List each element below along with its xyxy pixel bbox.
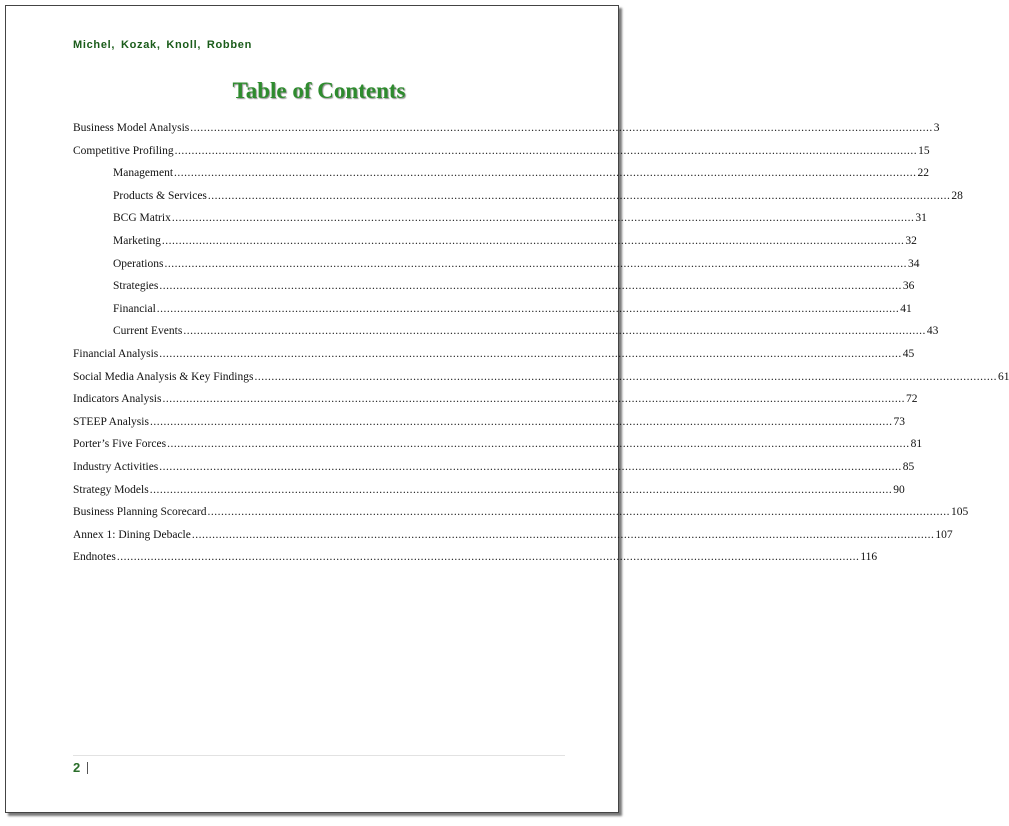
toc-dot-leader: ............................................................................................................................................................................................................................ xyxy=(164,257,907,270)
toc-entry-page: 61 xyxy=(997,370,1009,383)
toc-entry-page: 32 xyxy=(905,235,917,247)
toc-entry-label: Endnotes xyxy=(73,551,116,564)
toc-entry[interactable] xyxy=(73,393,918,409)
toc-dot-leader: ............................................................................................................................................................................................................................ xyxy=(149,415,893,428)
toc-entry-page: 105 xyxy=(951,506,969,519)
toc-entry-label: Strategy Models xyxy=(73,483,149,496)
toc-entry-page: 43 xyxy=(926,325,939,338)
toc-entry-label: Financial Analysis xyxy=(73,348,159,360)
toc-entry-page: 90 xyxy=(893,483,905,496)
toc-entry-label: BCG Matrix xyxy=(113,212,171,225)
toc-dot-leader: ............................................................................................................................................................................................................................ xyxy=(174,144,918,157)
toc-entry[interactable] xyxy=(73,415,905,432)
toc-entry-label: Current Events xyxy=(113,325,183,338)
toc-dot-leader: ............................................................................................................................................................................................................................ xyxy=(254,370,997,383)
toc-dot-leader: ............................................................................................................................................................................................................................ xyxy=(149,483,893,496)
toc-entry-label: Operations xyxy=(113,257,164,270)
toc-entry-page: 72 xyxy=(905,393,918,406)
toc-entry-page: 34 xyxy=(907,257,920,270)
toc-entry-label: Marketing xyxy=(113,235,161,247)
toc-dot-leader: ............................................................................................................................................................................................................................ xyxy=(159,348,902,360)
toc-entry-label: Strategies xyxy=(113,280,159,293)
toc-entry-label: Financial xyxy=(113,302,156,315)
toc-entry-page: 116 xyxy=(860,551,878,564)
toc-dot-leader: ............................................................................................................................................................................................................................ xyxy=(162,393,905,406)
toc-entry-label: Business Planning Scorecard xyxy=(73,506,207,519)
toc-entry[interactable] xyxy=(73,370,1009,387)
toc-dot-leader: ............................................................................................................................................................................................................................ xyxy=(174,167,917,180)
toc-entry-label: Competitive Profiling xyxy=(73,144,174,157)
toc-entry-page: 31 xyxy=(915,212,927,225)
toc-dot-leader: ............................................................................................................................................................................................................................ xyxy=(161,235,905,247)
toc-dot-leader: ............................................................................................................................................................................................................................ xyxy=(167,438,910,451)
toc-dot-leader: ............................................................................................................................................................................................................................ xyxy=(207,506,951,519)
toc-entry-label: Social Media Analysis & Key Findings xyxy=(73,370,254,383)
toc-entry-label: Annex 1: Dining Debacle xyxy=(73,528,191,541)
toc-dot-leader: ............................................................................................................................................................................................................................ xyxy=(116,551,860,564)
toc-entry-page: 28 xyxy=(951,189,963,202)
toc-dot-leader: ............................................................................................................................................................................................................................ xyxy=(156,302,900,315)
toc-entry-page: 36 xyxy=(902,280,915,293)
toc-entry-label: Management xyxy=(113,167,174,180)
page-number: 2 xyxy=(73,760,81,775)
toc-entry[interactable] xyxy=(73,461,915,477)
toc-entry-label: Business Model Analysis xyxy=(73,122,190,134)
toc-entry[interactable] xyxy=(113,189,963,206)
toc-entry-page: 15 xyxy=(918,144,930,157)
toc-entry-page: 107 xyxy=(935,528,953,541)
toc-dot-leader: ............................................................................................................................................................................................................................ xyxy=(191,528,935,541)
toc-dot-leader: ............................................................................................................................................................................................................................ xyxy=(159,461,902,473)
toc-entry-page: 85 xyxy=(902,461,915,473)
toc-entry[interactable] xyxy=(73,144,930,161)
toc-entry[interactable] xyxy=(113,212,927,228)
toc-entry-page: 81 xyxy=(910,438,923,451)
toc-entry-page: 41 xyxy=(900,302,912,315)
toc-entry-label: Products & Services xyxy=(113,189,207,202)
toc-dot-leader: ............................................................................................................................................................................................................................ xyxy=(171,212,915,225)
toc-entry[interactable] xyxy=(73,483,905,500)
toc-entry[interactable] xyxy=(113,235,917,251)
toc-entry-page: 3 xyxy=(933,122,940,134)
toc-entry-label: Porter’s Five Forces xyxy=(73,438,167,451)
footer-divider xyxy=(73,755,565,756)
toc-entry[interactable] xyxy=(73,506,969,522)
page-number-separator xyxy=(87,762,88,774)
toc-entry-page: 73 xyxy=(893,415,905,428)
toc-dot-leader: ............................................................................................................................................................................................................................ xyxy=(183,325,926,338)
page-title: Table of Contents xyxy=(232,78,406,103)
running-header-authors: Michel, Kozak, Knoll, Robben xyxy=(73,39,252,51)
toc-entry[interactable] xyxy=(73,438,923,454)
toc-entry[interactable] xyxy=(73,348,915,364)
toc-entry[interactable] xyxy=(113,302,912,319)
toc-entry[interactable] xyxy=(113,257,920,274)
toc-entry[interactable] xyxy=(73,528,953,545)
toc-entry-label: STEEP Analysis xyxy=(73,415,149,428)
toc-entry[interactable] xyxy=(113,280,915,296)
toc-entry-page: 45 xyxy=(902,348,915,360)
toc-entry[interactable] xyxy=(73,551,878,567)
toc-entry[interactable] xyxy=(113,167,930,183)
toc-dot-leader: ............................................................................................................................................................................................................................ xyxy=(207,189,951,202)
toc-dot-leader: ............................................................................................................................................................................................................................ xyxy=(159,280,902,293)
toc-dot-leader: ............................................................................................................................................................................................................................ xyxy=(190,122,933,134)
toc-entry-label: Industry Activities xyxy=(73,461,159,473)
toc-entry-label: Indicators Analysis xyxy=(73,393,162,406)
toc-entry-page: 22 xyxy=(917,167,930,180)
toc-entry[interactable] xyxy=(73,122,940,138)
toc-entry[interactable] xyxy=(113,325,939,341)
